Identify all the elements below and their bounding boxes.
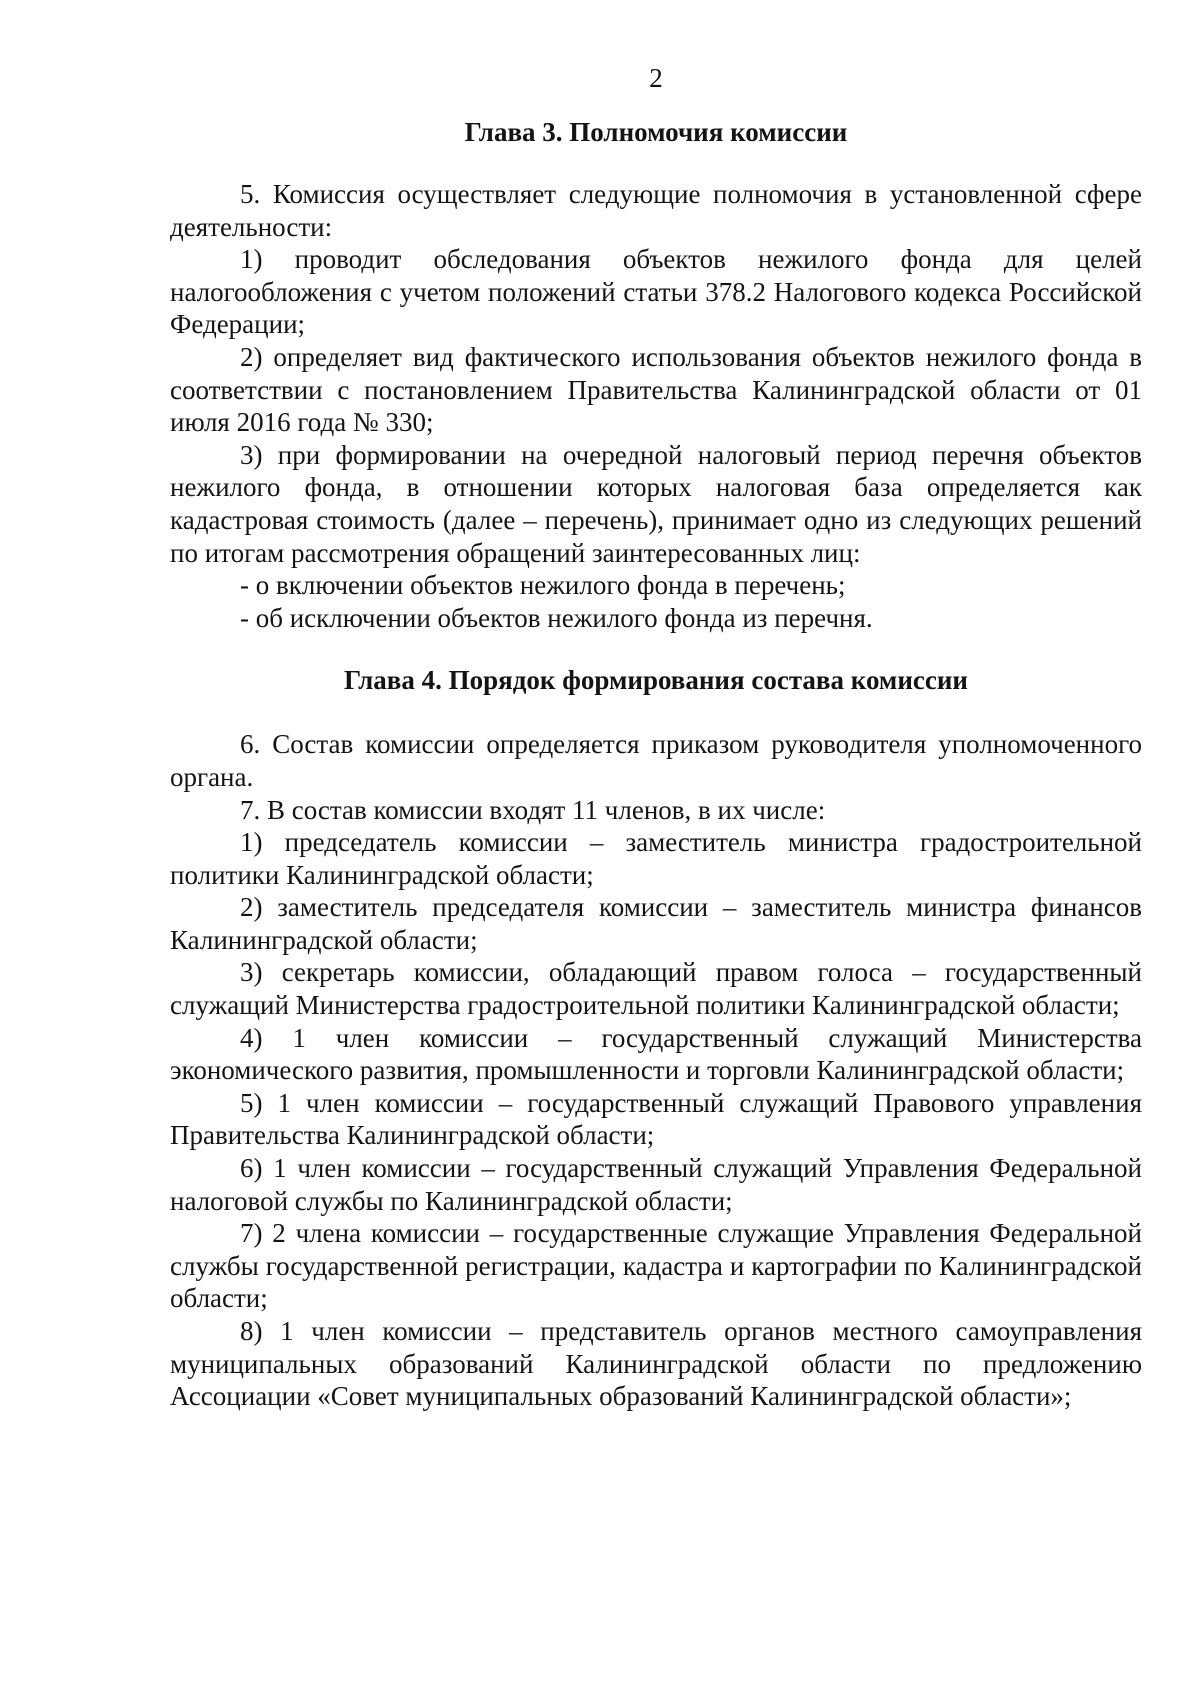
chapter-4-title: Глава 4. Порядок формирования состава комиссии <box>344 665 968 696</box>
item-4-7: 7) 2 члена комиссии – государственные служащие Управления Федеральной службы государственной регистрации, кадастра и картографии по Калининградской области; <box>170 1218 1142 1314</box>
item-4-5: 5) 1 член комиссии – государственный служащий Правового управления Правительства Калининградской области; <box>170 1087 1142 1151</box>
item-4-1: 1) председатель комиссии – заместитель министра градостроительной политики Калининградской области; <box>170 827 1142 890</box>
item-4-4: 4) 1 член комиссии – государственный служащий Министерства экономического развития, промышленности и торговли Калининградской области; <box>170 1022 1142 1086</box>
chapter-3-title: Глава 3. Полномочия комиссии <box>464 117 848 147</box>
item-4-6: 6) 1 член комиссии – государственный служащий Управления Федеральной налоговой службы по Калининградской области; <box>170 1153 1142 1216</box>
item-4-2: 2) заместитель председателя комиссии – заместитель министра финансов Калининградской области; <box>170 892 1142 955</box>
paragraph-6: 6. Состав комиссии определяется приказом руководителя уполномоченного органа. <box>170 729 1142 792</box>
item-4-8: 8) 1 член комиссии – представитель органов местного самоуправления муниципальных образований Калининградской области по предложению Ассоциации «Совет муниципальных образований Калининградской области»; <box>170 1316 1142 1412</box>
document-page <box>170 62 1142 1413</box>
item-4-3: 3) секретарь комиссии, обладающий правом голоса – государственный служащий Министерства градостроительной политики Калининградской области; <box>170 957 1142 1021</box>
chapter-3-section <box>170 116 1142 634</box>
paragraph-5: 5. Комиссия осуществляет следующие полномочия в установленной сфере деятельности: <box>170 179 1142 242</box>
bullet-exclude: - об исключении объектов нежилого фонда из перечня. <box>240 602 873 633</box>
page-number: 2 <box>649 63 663 93</box>
chapter-4-section <box>170 664 1142 1412</box>
item-3-3: 3) при формировании на очередной налоговый период перечня объектов нежилого фонда, в отношении которых налоговая база определяется как кадастровая стоимость (далее – перечень), принимает одно из следующих решений по итогам рассмотрения обращений заинтересованных лиц: <box>170 439 1142 568</box>
item-3-1: 1) проводит обследования объектов нежилого фонда для целей налогообложения с учетом положений статьи 378.2 Налогового кодекса Российской Федерации; <box>170 244 1142 340</box>
item-3-2: 2) определяет вид фактического использования объектов нежилого фонда в соответствии с постановлением Правительства Калининградской области от 01 июля 2016 года № 330; <box>170 341 1142 438</box>
paragraph-7: 7. В состав комиссии входят 11 членов, в их числе: <box>240 794 826 825</box>
bullet-include: - о включении объектов нежилого фонда в перечень; <box>240 570 846 601</box>
